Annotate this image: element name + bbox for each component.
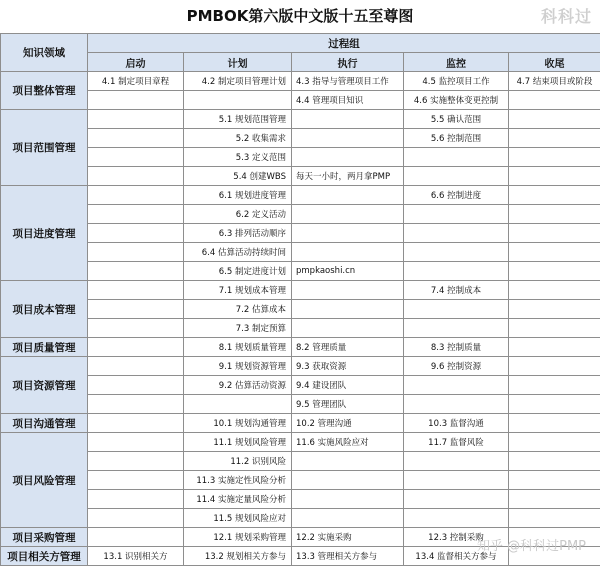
table-row <box>1 395 600 414</box>
process-cell: 6.4 估算活动持续时间 <box>184 243 292 262</box>
process-cell: 12.1 规划采购管理 <box>184 528 292 547</box>
table-row <box>1 110 600 129</box>
process-cell <box>88 357 184 376</box>
page-title: PMBOK第六版中文版十五至尊图 <box>0 0 600 33</box>
process-cell: 6.5 制定进度计划 <box>184 262 292 281</box>
process-cell: 5.4 创建WBS <box>184 167 292 186</box>
table-row <box>1 414 600 433</box>
knowledge-area-label: 项目资源管理 <box>1 357 88 414</box>
process-cell: 6.2 定义活动 <box>184 205 292 224</box>
table-row <box>1 357 600 376</box>
knowledge-area-label: 项目整体管理 <box>1 72 88 110</box>
knowledge-area-label: 项目相关方管理 <box>1 547 88 566</box>
process-cell <box>404 395 509 414</box>
process-cell <box>404 243 509 262</box>
column-header-monitoring: 监控 <box>404 53 509 72</box>
process-cell <box>88 433 184 452</box>
process-cell <box>88 262 184 281</box>
table-row <box>1 72 600 91</box>
column-header-executing: 执行 <box>292 53 404 72</box>
process-cell <box>509 452 600 471</box>
process-cell <box>88 148 184 167</box>
process-cell: 5.6 控制范围 <box>404 129 509 148</box>
process-cell: 4.2 制定项目管理计划 <box>184 72 292 91</box>
process-cell <box>88 281 184 300</box>
process-cell: 6.6 控制进度 <box>404 186 509 205</box>
process-cell <box>404 319 509 338</box>
process-cell <box>509 376 600 395</box>
process-cell <box>292 319 404 338</box>
table-row <box>1 338 600 357</box>
process-cell <box>88 129 184 148</box>
process-cell: 9.5 管理团队 <box>292 395 404 414</box>
table-row <box>1 433 600 452</box>
process-cell: 11.2 识别风险 <box>184 452 292 471</box>
process-cell: 13.3 管理相关方参与 <box>292 547 404 566</box>
process-cell <box>292 300 404 319</box>
process-cell <box>184 91 292 110</box>
process-cell <box>292 205 404 224</box>
process-cell <box>404 167 509 186</box>
process-cell <box>292 471 404 490</box>
process-cell: 4.5 监控项目工作 <box>404 72 509 91</box>
process-cell: 11.6 实施风险应对 <box>292 433 404 452</box>
process-cell: 4.7 结束项目或阶段 <box>509 72 600 91</box>
process-cell <box>88 471 184 490</box>
knowledge-area-label: 项目进度管理 <box>1 186 88 281</box>
process-cell <box>509 395 600 414</box>
process-cell <box>292 110 404 129</box>
process-cell <box>292 243 404 262</box>
process-cell <box>509 186 600 205</box>
knowledge-area-label: 项目范围管理 <box>1 110 88 186</box>
process-cell <box>88 376 184 395</box>
process-cell <box>292 281 404 300</box>
process-cell <box>292 490 404 509</box>
process-cell <box>88 186 184 205</box>
process-cell: 4.4 管理项目知识 <box>292 91 404 110</box>
process-cell: 9.4 建设团队 <box>292 376 404 395</box>
process-cell <box>509 110 600 129</box>
process-cell <box>509 433 600 452</box>
process-cell: 7.3 制定预算 <box>184 319 292 338</box>
process-cell: 4.1 制定项目章程 <box>88 72 184 91</box>
process-table <box>0 33 600 566</box>
process-cell <box>509 490 600 509</box>
table-row <box>1 129 600 148</box>
process-cell <box>509 471 600 490</box>
process-cell: 9.1 规划资源管理 <box>184 357 292 376</box>
knowledge-area-label: 项目质量管理 <box>1 338 88 357</box>
process-cell <box>88 91 184 110</box>
process-cell: 5.1 规划范围管理 <box>184 110 292 129</box>
process-cell <box>292 148 404 167</box>
process-cell: 8.1 规划质量管理 <box>184 338 292 357</box>
process-cell <box>509 205 600 224</box>
process-cell <box>509 91 600 110</box>
process-cell <box>404 376 509 395</box>
knowledge-area-label: 项目沟通管理 <box>1 414 88 433</box>
process-cell <box>404 205 509 224</box>
process-cell: 10.3 监督沟通 <box>404 414 509 433</box>
column-header-closing: 收尾 <box>509 53 600 72</box>
process-cell: 5.3 定义范围 <box>184 148 292 167</box>
table-row <box>1 281 600 300</box>
process-cell: 12.2 实施采购 <box>292 528 404 547</box>
table-row <box>1 376 600 395</box>
process-cell: 9.2 估算活动资源 <box>184 376 292 395</box>
process-cell: 4.6 实施整体变更控制 <box>404 91 509 110</box>
process-cell: pmpkaoshi.cn <box>292 262 404 281</box>
process-cell <box>88 528 184 547</box>
process-cell: 6.1 规划进度管理 <box>184 186 292 205</box>
table-row <box>1 262 600 281</box>
process-group-header: 过程组 <box>88 34 600 53</box>
process-cell <box>88 243 184 262</box>
process-cell <box>404 471 509 490</box>
process-cell <box>509 319 600 338</box>
process-cell <box>88 319 184 338</box>
process-cell <box>509 129 600 148</box>
process-cell: 11.7 监督风险 <box>404 433 509 452</box>
process-cell <box>292 224 404 243</box>
process-cell: 8.2 管理质量 <box>292 338 404 357</box>
process-cell <box>88 395 184 414</box>
table-row <box>1 148 600 167</box>
process-cell: 5.2 收集需求 <box>184 129 292 148</box>
process-cell <box>88 338 184 357</box>
process-cell <box>509 243 600 262</box>
process-cell: 13.1 识别相关方 <box>88 547 184 566</box>
process-cell <box>88 224 184 243</box>
process-cell: 11.4 实施定量风险分析 <box>184 490 292 509</box>
process-cell: 7.2 估算成本 <box>184 300 292 319</box>
process-cell: 13.4 监督相关方参与 <box>404 547 509 566</box>
process-cell <box>404 224 509 243</box>
process-cell <box>88 205 184 224</box>
process-cell <box>292 129 404 148</box>
watermark-bottom: 知乎 @科科过PMP <box>477 535 586 554</box>
process-cell: 7.1 规划成本管理 <box>184 281 292 300</box>
process-cell <box>404 262 509 281</box>
column-header-planning: 计划 <box>184 53 292 72</box>
process-cell: 4.3 指导与管理项目工作 <box>292 72 404 91</box>
process-cell: 7.4 控制成本 <box>404 281 509 300</box>
process-cell: 13.2 规划相关方参与 <box>184 547 292 566</box>
table-row <box>1 186 600 205</box>
process-cell <box>509 281 600 300</box>
table-row <box>1 490 600 509</box>
process-cell <box>88 509 184 528</box>
process-cell: 10.2 管理沟通 <box>292 414 404 433</box>
table-row <box>1 471 600 490</box>
process-cell: 9.3 获取资源 <box>292 357 404 376</box>
process-cell <box>292 186 404 205</box>
knowledge-area-header: 知识领域 <box>1 34 88 72</box>
process-cell <box>509 262 600 281</box>
table-row <box>1 300 600 319</box>
process-cell <box>509 148 600 167</box>
process-cell <box>509 414 600 433</box>
table-row <box>1 509 600 528</box>
process-cell: 11.3 实施定性风险分析 <box>184 471 292 490</box>
process-cell: 11.1 规划风险管理 <box>184 433 292 452</box>
process-cell <box>509 224 600 243</box>
table-row <box>1 91 600 110</box>
table-row <box>1 224 600 243</box>
process-cell: 12.3 控制采购 <box>404 528 509 547</box>
process-cell <box>404 300 509 319</box>
process-cell <box>88 452 184 471</box>
process-cell <box>88 110 184 129</box>
process-cell: 每天一小时，两月拿PMP <box>292 167 404 186</box>
process-cell <box>509 357 600 376</box>
process-cell: 5.5 确认范围 <box>404 110 509 129</box>
process-cell <box>184 395 292 414</box>
process-cell: 8.3 控制质量 <box>404 338 509 357</box>
process-cell: 11.5 规划风险应对 <box>184 509 292 528</box>
process-cell <box>404 148 509 167</box>
process-cell <box>404 452 509 471</box>
process-cell <box>509 167 600 186</box>
column-header-initiating: 启动 <box>88 53 184 72</box>
process-cell <box>509 338 600 357</box>
table-row <box>1 243 600 262</box>
knowledge-area-label: 项目采购管理 <box>1 528 88 547</box>
table-row <box>1 452 600 471</box>
process-cell <box>88 167 184 186</box>
knowledge-area-label: 项目成本管理 <box>1 281 88 338</box>
process-cell <box>404 490 509 509</box>
process-cell <box>292 509 404 528</box>
process-cell: 9.6 控制资源 <box>404 357 509 376</box>
process-cell <box>509 300 600 319</box>
table-row <box>1 167 600 186</box>
process-cell <box>509 509 600 528</box>
process-cell: 6.3 排列活动顺序 <box>184 224 292 243</box>
process-cell <box>88 414 184 433</box>
process-cell <box>404 509 509 528</box>
process-cell: 10.1 规划沟通管理 <box>184 414 292 433</box>
table-row <box>1 205 600 224</box>
watermark-top: 科科过 <box>541 4 592 27</box>
process-cell <box>88 300 184 319</box>
knowledge-area-label: 项目风险管理 <box>1 433 88 528</box>
table-row <box>1 319 600 338</box>
process-cell <box>88 490 184 509</box>
process-cell <box>292 452 404 471</box>
